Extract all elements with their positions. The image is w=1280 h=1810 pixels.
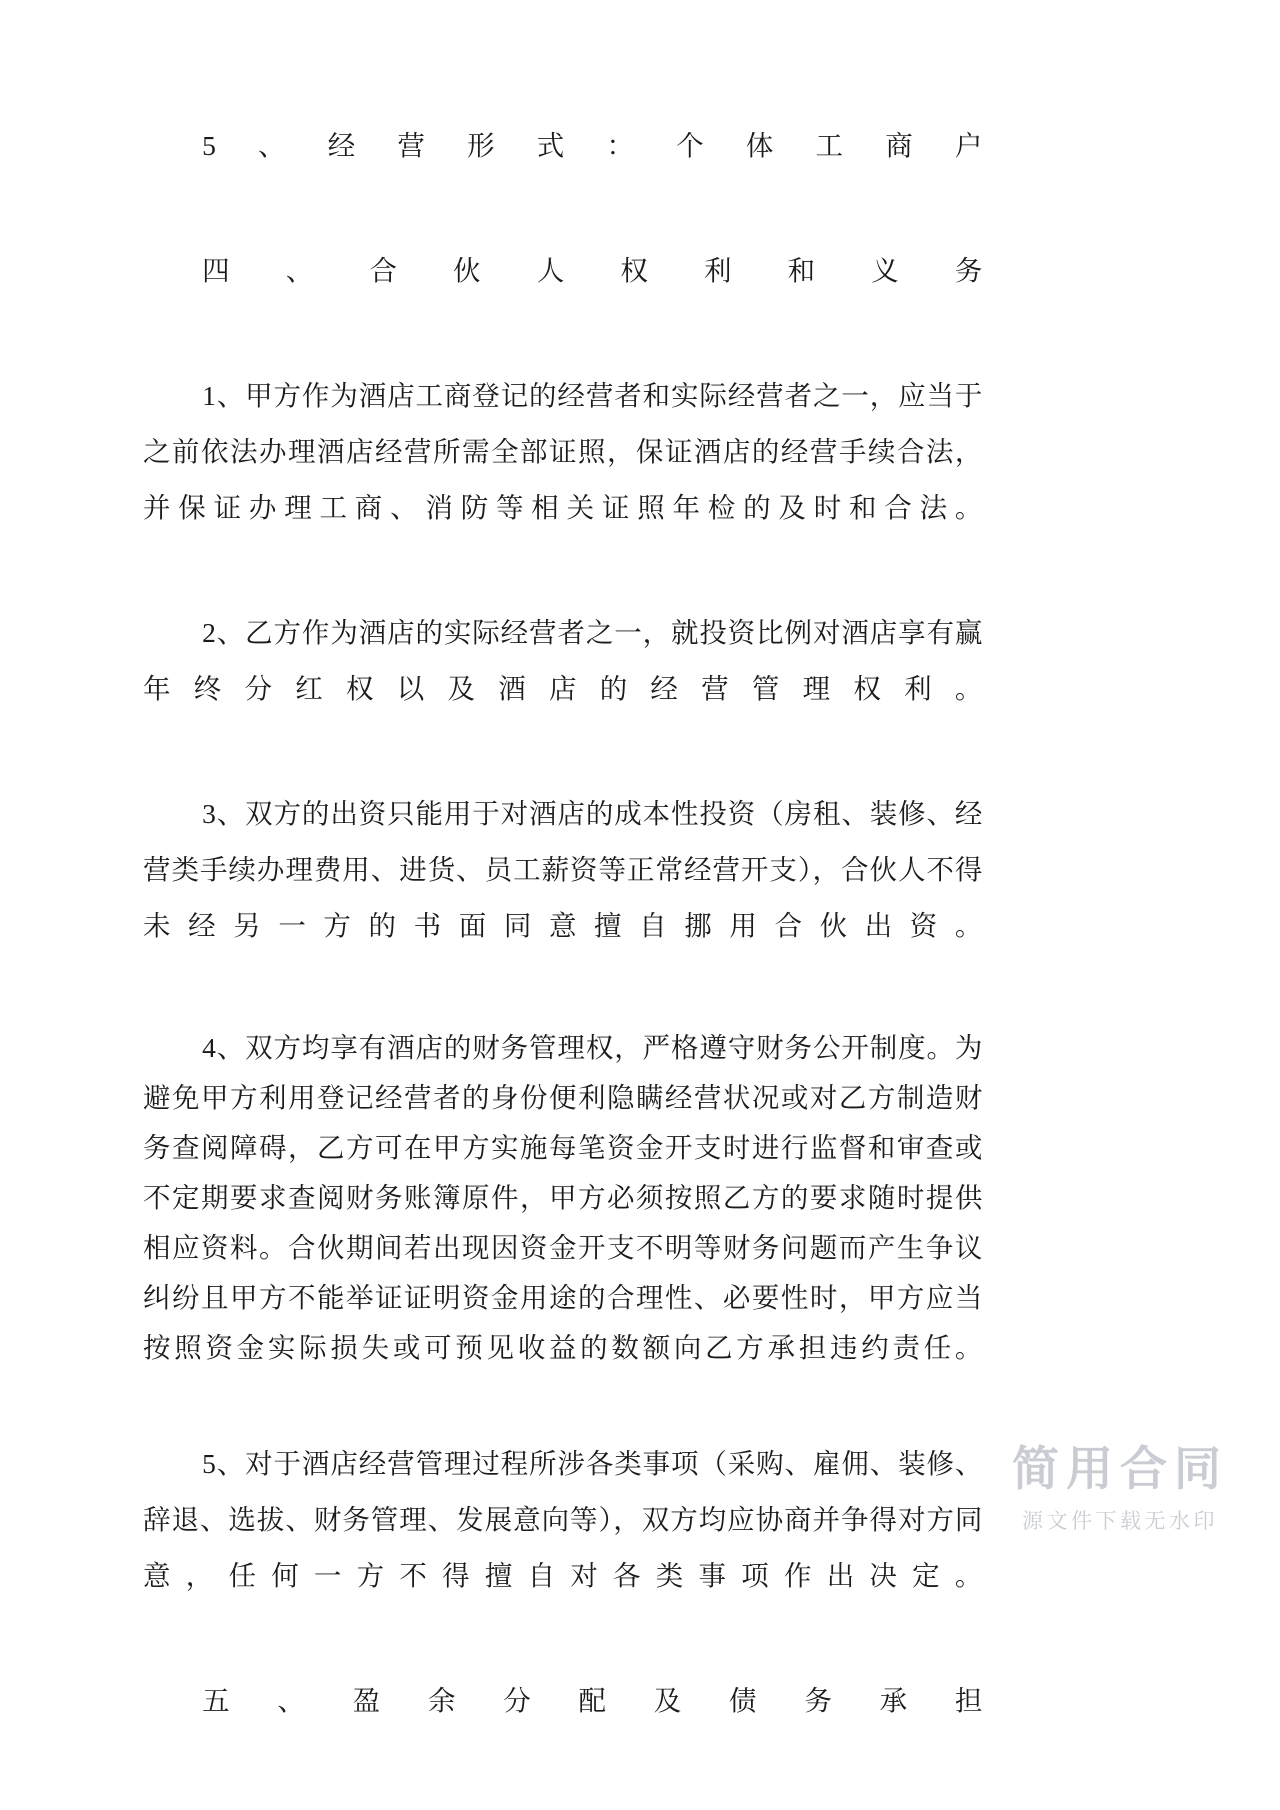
watermark <box>1012 1442 1228 1535</box>
document-text-body <box>143 118 983 1798</box>
paragraph-item-2-party-b-rights: 2、乙方作为酒店的实际经营者之一，就投资比例对酒店享有赢年终分红权以及酒店的经营管理权利。 <box>143 617 983 704</box>
watermark-title: 简用合同 <box>1012 1441 1228 1495</box>
paragraph-item-5-management-matters: 5、对于酒店经营管理过程所涉各类事项（采购、雇佣、装修、辞退、选拔、财务管理、发展意向等），双方均应协商并争得对方同意，任何一方不得擅自对各类事项作出决定。 <box>143 1448 983 1591</box>
paragraph-section-4-heading: 四、合伙人权利和义务 <box>202 255 983 286</box>
paragraph-item-5-business-form: 5、经营形式：个体工商户 <box>202 130 983 161</box>
paragraph-item-1-party-a-registration: 1、甲方作为酒店工商登记的经营者和实际经营者之一，应当于之前依法办理酒店经营所需全部证照，保证酒店的经营手续合法，并保证办理工商、消防等相关证照年检的及时和合法。 <box>143 380 983 523</box>
paragraph-item-4-financial-management: 4、双方均享有酒店的财务管理权，严格遵守财务公开制度。为避免甲方利用登记经营者的身份便利隐瞒经营状况或对乙方制造财务查阅障碍，乙方可在甲方实施每笔资金开支时进行监督和审查或不定期要求查阅财务账簿原件，甲方必须按照乙方的要求随时提供相应资料。合伙期间若出现因资金开支不明等财务问题而产生争议纠纷且甲方不能举证证明资金用途的合理性、必要性时，甲方应当按照资金实际损失或可预见收益的数额向乙方承担违约责任。 <box>143 1032 983 1363</box>
paragraph-item-3-capital-use: 3、双方的出资只能用于对酒店的成本性投资（房租、装修、经营类手续办理费用、进货、员工薪资等正常经营开支），合伙人不得未经另一方的书面同意擅自挪用合伙出资。 <box>143 798 983 941</box>
watermark-subtitle: 源文件下载无水印 <box>1022 1510 1218 1533</box>
paragraph-section-5-heading: 五、盈余分配及债务承担 <box>202 1685 983 1716</box>
